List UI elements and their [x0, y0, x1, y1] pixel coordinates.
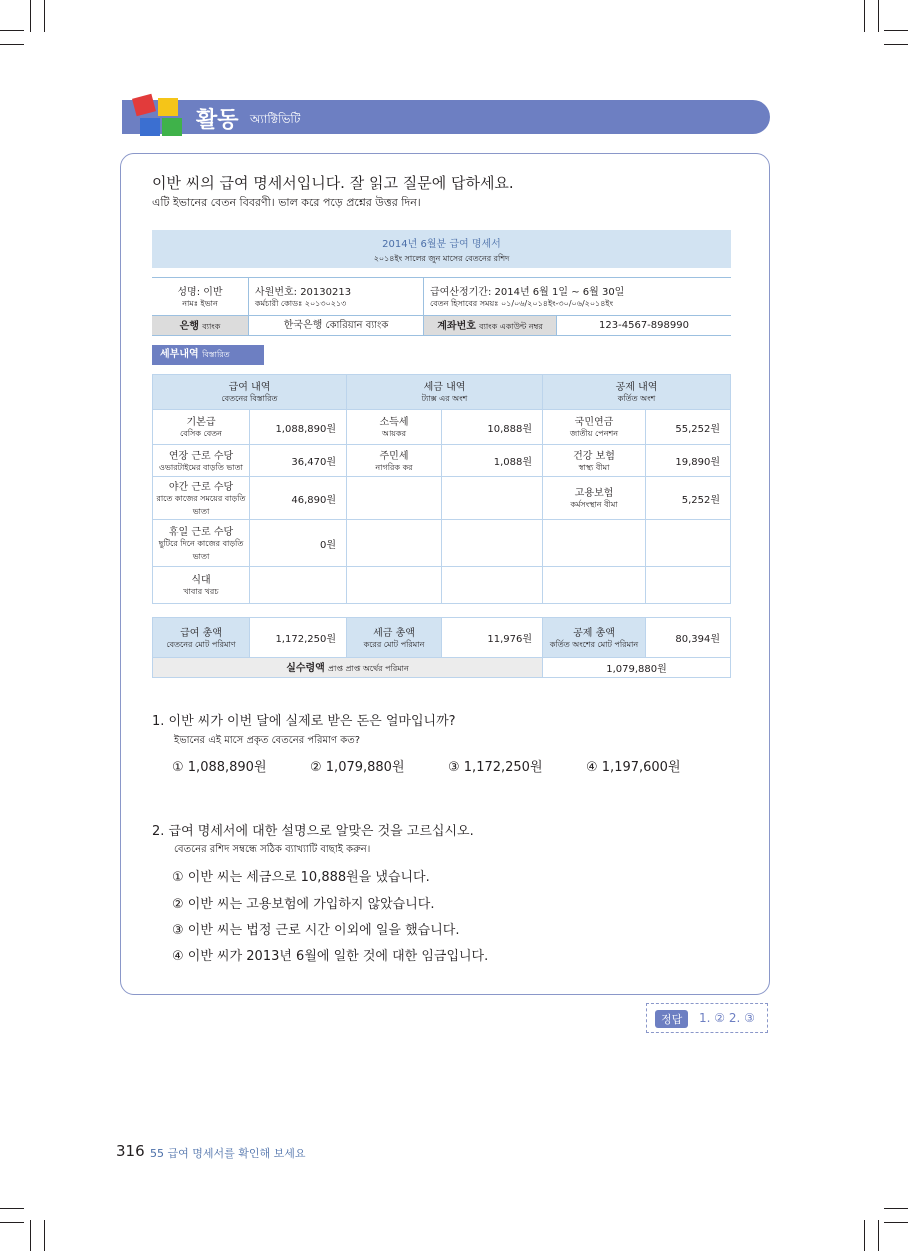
pay-period-bn: বেতন হিসাবের সময়ঃ ০১/০৬/২০১৪ইং-৩০/০৬/২০১৪ইং [430, 298, 614, 308]
banner-subtitle: অ্যাক্টিভিটি [250, 112, 301, 126]
q2-option-2[interactable]: ② 이반 씨는 고용보험에 가입하지 않았습니다. [172, 897, 435, 912]
pay-value: 1,088,890원 [250, 410, 347, 445]
q1-option-2[interactable]: ② 1,079,880원 [310, 760, 405, 775]
header-pay-bn: বেতনের বিস্তারিত [221, 394, 278, 403]
tax-item: 소득세 [379, 417, 409, 428]
account-value: 123-4567-898990 [557, 316, 732, 336]
crop-mark [0, 1222, 24, 1223]
total-tax-label: 세금 총액 [373, 627, 415, 639]
intro-text-bn: এটি ইভানের বেতন বিবরণী। ভাল করে পড়ে প্রশ্নের উত্তর দিন। [152, 196, 421, 209]
detail-table [152, 374, 731, 604]
deduction-item: 국민연금 [574, 417, 614, 428]
employee-info-table [152, 277, 731, 336]
crop-mark [30, 1220, 31, 1251]
pay-item-bn: বেসিক বেতন [180, 429, 222, 438]
crop-mark [878, 0, 879, 32]
pay-value [250, 567, 347, 604]
answer-box [646, 1003, 768, 1033]
total-tax-value: 11,976원 [442, 618, 543, 658]
bank-value: 한국은행 কোরিয়ান ব্যাংক [249, 316, 424, 336]
q1-option-3[interactable]: ③ 1,172,250원 [448, 760, 543, 775]
totals-table [152, 617, 731, 678]
pay-item: 기본급 [186, 417, 216, 428]
total-deduction-value: 80,394원 [646, 618, 731, 658]
employee-number: 사원번호: 20130213 [255, 286, 352, 298]
q2-option-4[interactable]: ④ 이반 씨가 2013년 6월에 일한 것에 대한 임금입니다. [172, 949, 489, 964]
pay-item: 야간 근로 수당 [168, 481, 234, 493]
pay-item: 휴일 근로 수당 [168, 526, 234, 538]
crop-mark [884, 1222, 908, 1223]
tax-value: 1,088원 [442, 445, 543, 477]
crop-mark [0, 44, 24, 45]
question-2: 2. 급여 명세서에 대한 설명으로 알맞은 것을 고르십시오. [152, 824, 474, 839]
payslip-title: 2014년 6월분 급여 명세서 [382, 239, 501, 250]
deduction-item-bn: কর্মসংস্থান বীমা [570, 500, 618, 509]
employee-number-bn: কর্মচারী কোডঃ ২০১৩০২১৩ [255, 298, 347, 308]
net-pay-value: 1,079,880원 [543, 658, 731, 678]
pay-value: 36,470원 [250, 445, 347, 477]
deduction-value: 55,252원 [646, 410, 731, 445]
crop-mark [0, 1208, 24, 1209]
answer-text: 1. ② 2. ③ [699, 1011, 755, 1025]
net-pay-label-bn: প্রাপ্ত প্রাপ্ত অর্থের পরিমান [328, 664, 409, 673]
tax-item: 주민세 [379, 450, 409, 462]
total-pay-value: 1,172,250원 [250, 618, 347, 658]
total-pay-label-bn: বেতনের মোট পরিমাণ [166, 639, 236, 649]
pay-item: 연장 근로 수당 [168, 450, 234, 462]
account-label: 계좌번호 [437, 321, 476, 332]
q2-option-3[interactable]: ③ 이반 씨는 법정 근로 시간 이외에 일을 했습니다. [172, 923, 460, 938]
intro-text: 이반 씨의 급여 명세서입니다. 잘 읽고 질문에 답하세요. [152, 174, 514, 192]
detail-tag-label-bn: বিস্তারিত [202, 350, 230, 359]
crop-mark [30, 0, 31, 32]
name-label: 성명: 이반 [177, 286, 223, 298]
total-tax-label-bn: করের মোট পরিমান [363, 639, 425, 649]
question-1-bn: ইভানের এই মাসে প্রকৃত বেতনের পরিমাণ কত? [174, 735, 361, 746]
page-number: 316 [116, 1142, 145, 1160]
deduction-item: 건강 보험 [573, 450, 615, 462]
account-label-bn: ব্যাংক একাউন্ট নম্বর [479, 322, 543, 331]
question-1: 1. 이반 씨가 이번 달에 실제로 받은 돈은 얼마입니까? [152, 714, 456, 729]
deduction-item-bn: জাতীয় পেনশন [570, 429, 618, 438]
header-pay: 급여 내역 [228, 382, 271, 393]
crop-mark [0, 30, 24, 31]
crop-mark [884, 44, 908, 45]
bank-label: 은행 [179, 321, 199, 332]
q1-option-4[interactable]: ④ 1,197,600원 [586, 760, 681, 775]
tax-item-bn: আয়কর [381, 429, 407, 438]
crop-mark [884, 1208, 908, 1209]
header-deduction-bn: কর্তিত অংশ [617, 394, 656, 403]
crop-mark [864, 0, 865, 32]
banner-title: 활동 [196, 108, 239, 133]
total-deduction-label: 공제 총액 [573, 627, 615, 639]
pay-item: 식대 [191, 575, 211, 586]
crop-mark [884, 30, 908, 31]
name-label-bn: নামঃ ইভান [182, 298, 218, 308]
header-deduction: 공제 내역 [615, 382, 658, 393]
deduction-value: 19,890원 [646, 445, 731, 477]
net-pay-label: 실수령액 [286, 663, 325, 674]
payslip-title-box [152, 230, 731, 268]
deduction-value: 5,252원 [646, 477, 731, 520]
pay-value: 0원 [250, 520, 347, 567]
puzzle-icon [132, 92, 188, 140]
deduction-item: 고용보험 [574, 488, 614, 499]
total-deduction-label-bn: কর্তিত অংশের মোট পরিমান [549, 639, 639, 649]
bank-label-bn: ব্যাংক [202, 322, 221, 331]
payslip-title-bn: ২০১৪ইং সালের জুন মাসের বেতনের রশিদ [373, 254, 510, 263]
header-tax: 세금 내역 [423, 382, 466, 393]
pay-value: 46,890원 [250, 477, 347, 520]
total-pay-label: 급여 총액 [180, 627, 222, 639]
pay-item-bn: রাতে কাজের সময়ের বাড়তি ভাতা [156, 493, 246, 516]
q1-option-1[interactable]: ① 1,088,890원 [172, 760, 267, 775]
pay-item-bn: খাবার খরচ [183, 587, 219, 596]
crop-mark [864, 1220, 865, 1251]
answer-badge: 정답 [655, 1010, 688, 1028]
detail-tag [152, 345, 264, 365]
pay-item-bn: ওভারটাইমের বাড়তি ভাতা [159, 462, 243, 472]
pay-period: 급여산정기간: 2014년 6월 1일 ~ 6월 30일 [430, 286, 625, 298]
q2-option-1[interactable]: ① 이반 씨는 세금으로 10,888원을 냈습니다. [172, 870, 430, 885]
header-tax-bn: ট্যাক্স এর অংশ [421, 394, 468, 403]
tax-item-bn: নাগরিক কর [375, 462, 413, 472]
pay-item-bn: ছুটিরে দিনে কাজের বাড়তি ভাতা [158, 538, 244, 561]
crop-mark [44, 1220, 45, 1251]
crop-mark [878, 1220, 879, 1251]
detail-tag-label: 세부내역 [160, 349, 199, 360]
crop-mark [44, 0, 45, 32]
section-title: 55 급여 명세서를 확인해 보세요 [150, 1147, 306, 1160]
question-2-bn: বেতনের রশিদ সম্বন্ধে সঠিক ব্যাখ্যাটি বাছাই করুন। [174, 844, 371, 855]
tax-value: 10,888원 [442, 410, 543, 445]
deduction-item-bn: স্বাস্থ্য বীমা [578, 462, 610, 472]
